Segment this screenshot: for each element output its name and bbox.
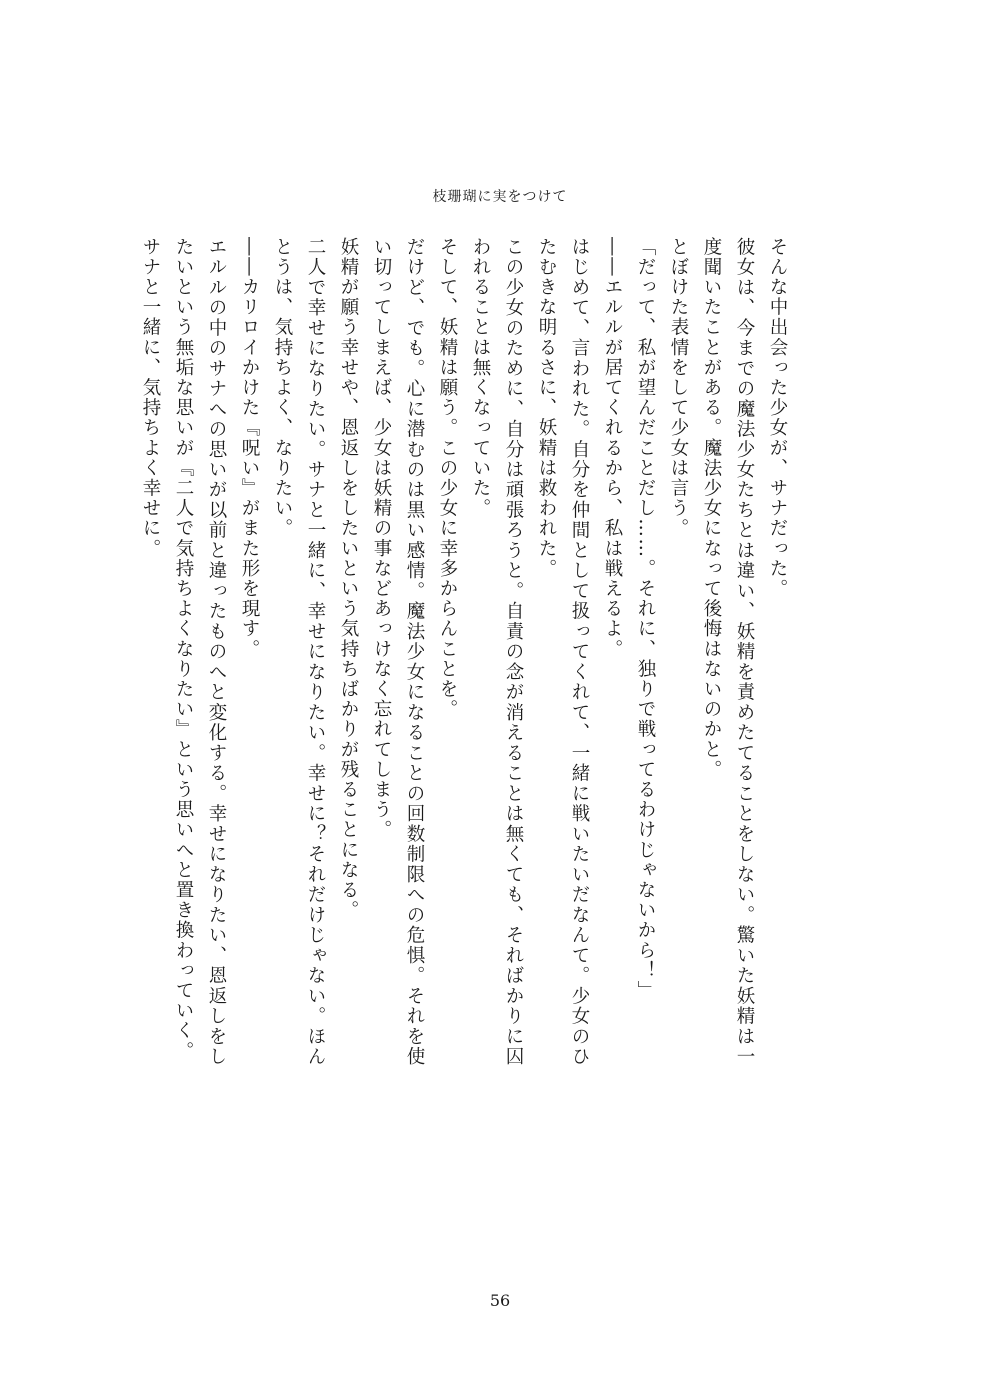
paragraph: 彼女は、今までの魔法少女たちとは違い、妖精を責めたてることをしない。驚いた妖精は一度聞いたことがある。魔法少女になって後悔はないのかと。: [701, 237, 755, 1067]
paragraph: とぼけた表情をして少女は言う。: [668, 237, 689, 539]
paragraph: ――エルルが居てくれるから、私は戦えるよ。: [602, 237, 623, 660]
paragraph: この少女のために、自分は頑張ろうと。自責の念が消えることは無くても、そればかりに囚われることは無くなっていた。: [470, 237, 524, 1067]
paragraph: そんな中出会った少女が、サナだった。: [767, 237, 788, 599]
paragraph: そして、妖精は願う。この少女に幸多からんことを。: [437, 237, 458, 720]
paragraph: だけど、でも。心に潜むのは黒い感情。魔法少女になることの回数制限への危惧。それを使い切ってしまえば、少女は妖精の事などあっけなく忘れてしまう。: [371, 237, 425, 1067]
page-number: 56: [489, 1291, 511, 1310]
paragraph: 「だって、私が望んだことだし……。それに、独りで戦ってるわけじゃないから！」: [635, 237, 656, 1001]
paragraph: ――カリロイかけた『呪い』がまた形を現す。: [239, 237, 260, 660]
running-head: 枝珊瑚に実をつけて: [432, 189, 568, 205]
paragraph: エルルの中のサナへの思いが以前と違ったものへと変化する。幸せになりたい、恩返しをしたいという無垢な思いが『二人で気持ちよくなりたい』という思いへと置き換わっていく。: [173, 237, 227, 1067]
paragraph: 二人で幸せになりたい。サナと一緒に、幸せになりたい。幸せに？それだけじゃない。ほんとうは、気持ちよく、なりたい。: [272, 237, 326, 1067]
body-text: [134, 237, 794, 1067]
paragraph: はじめて、言われた。自分を仲間として扱ってくれて、一緒に戦いたいだなんて。少女のひたむきな明るさに、妖精は救われた。: [536, 237, 590, 1067]
paragraph: サナと一緒に、気持ちよく幸せに。: [140, 237, 161, 559]
paragraph: 妖精が願う幸せや、恩返しをしたいという気持ちばかりが残ることになる。: [338, 237, 359, 921]
